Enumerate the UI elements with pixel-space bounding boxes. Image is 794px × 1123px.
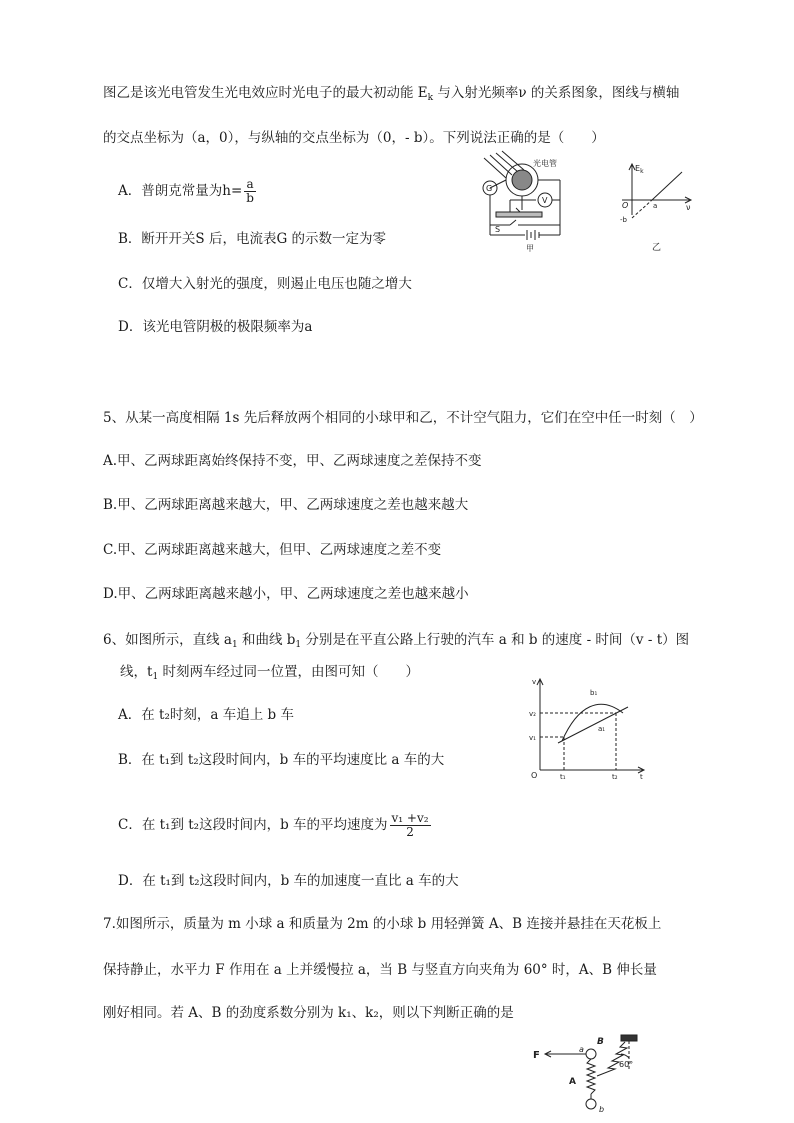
q4-option-c: C．仅增大入射光的强度，则遏止电压也随之增大 (118, 276, 412, 292)
label-t-axis: t (640, 773, 643, 781)
q7-line-2: 保持静止，水平力 F 作用在 a 上并缓慢拉 a，当 B 与竖直方向夹角为 60° 时，A、B 伸长量 (103, 962, 657, 978)
q5-stem: 5、从某一高度相隔 1s 先后释放两个相同的小球甲和乙，不计空气阻力，它们在空中任一时刻（ ） (103, 410, 703, 426)
label-b1: b₁ (590, 689, 598, 697)
intro-line-1: 图乙是该光电管发生光电效应时光电子的最大初动能 $E_k$ 与入射光频率ν 的关系图象，图线与横轴 (103, 85, 680, 103)
label-nu: ν (686, 203, 691, 212)
q4-option-a: A．普朗克常量为h= $\frac{a}{b}$ (118, 177, 254, 205)
label-v2: v₂ (529, 710, 536, 718)
spring-balls-figure (525, 1032, 650, 1120)
velocity-time-graph (528, 675, 648, 783)
q6-option-c: C．在 t₁到 t₂这段时间内，b 车的平均速度为 $\frac{\text{v₁ +v₂}}{2}$ (118, 811, 429, 839)
q7-line-1: 7.如图所示，质量为 m 小球 a 和质量为 2m 的小球 b 用轻弹簧 A、B 连接并悬挂在天花板上 (103, 916, 662, 932)
label-origin: O (622, 201, 629, 210)
label-v1: v₁ (529, 734, 536, 742)
phototube-circuit-figure (470, 150, 580, 255)
label-figure-yi: 乙 (652, 243, 662, 253)
q6-option-a: A．在 t₂时刻，a 车追上 b 车 (118, 707, 294, 723)
fraction-a-over-b: $\frac{a}{b}$ (246, 177, 254, 205)
label-ball-b: b (599, 1105, 605, 1114)
q6-stem-line-2: 线，$t_1$ 时刻两车经过同一位置，由图可知（ ） (120, 664, 419, 682)
label-spring-b: B (597, 1037, 604, 1047)
label-angle-60: 60° (619, 1060, 634, 1069)
label-a: a (653, 202, 658, 210)
q5-option-b: B.甲、乙两球距离越来越大，甲、乙两球速度之差也越来越大 (103, 497, 469, 513)
label-origin: O (531, 771, 538, 780)
q6-option-b: B．在 t₁到 t₂这段时间内，b 车的平均速度比 a 车的大 (118, 752, 445, 768)
q5-option-d: D.甲、乙两球距离越来越小，甲、乙两球速度之差也越来越小 (103, 586, 469, 602)
label-force-f: F (533, 1050, 540, 1061)
label-switch-s: S (495, 225, 501, 234)
label-phototube: 光电管 (533, 159, 557, 168)
q4-option-b: B．断开开关S 后，电流表G 的示数一定为零 (118, 231, 387, 247)
label-v-axis: v (532, 678, 537, 686)
q6-option-d: D．在 t₁到 t₂这段时间内，b 车的加速度一直比 a 车的大 (118, 873, 459, 889)
galvanometer-icon: G (486, 184, 493, 193)
label-ek: $E_k$ (635, 164, 644, 175)
ek-frequency-graph (612, 160, 702, 265)
label-a1: a₁ (598, 725, 606, 733)
q5-option-c: C.甲、乙两球距离越来越大，但甲、乙两球速度之差不变 (103, 542, 442, 558)
label-t2: t₂ (612, 773, 618, 781)
label-spring-a: A (569, 1077, 576, 1087)
label-minus-b: -b (620, 216, 627, 224)
q6-stem-line-1: 6、如图所示，直线 $a_1$ 和曲线 $b_1$ 分别是在平直公路上行驶的汽车 a 和 b 的速度 - 时间（v - t）图 (103, 632, 690, 650)
q7-line-3: 刚好相同。若 A、B 的劲度系数分别为 k₁、k₂，则以下判断正确的是 (103, 1005, 514, 1021)
q5-option-a: A.甲、乙两球距离始终保持不变，甲、乙两球速度之差保持不变 (103, 453, 482, 469)
voltmeter-icon: V (542, 196, 548, 205)
fraction-v1-plus-v2-over-2: $\frac{\text{v₁ +v₂}}{2}$ (391, 811, 429, 839)
label-ball-a: a (579, 1045, 584, 1054)
q4-option-d: D．该光电管阴极的极限频率为a (118, 319, 313, 335)
label-t1: t₁ (560, 773, 566, 781)
label-figure-jia: 甲 (526, 244, 534, 253)
intro-line-2: 的交点坐标为（a，0），与纵轴的交点坐标为（0，- b）。下列说法正确的是（ ） (103, 130, 605, 146)
